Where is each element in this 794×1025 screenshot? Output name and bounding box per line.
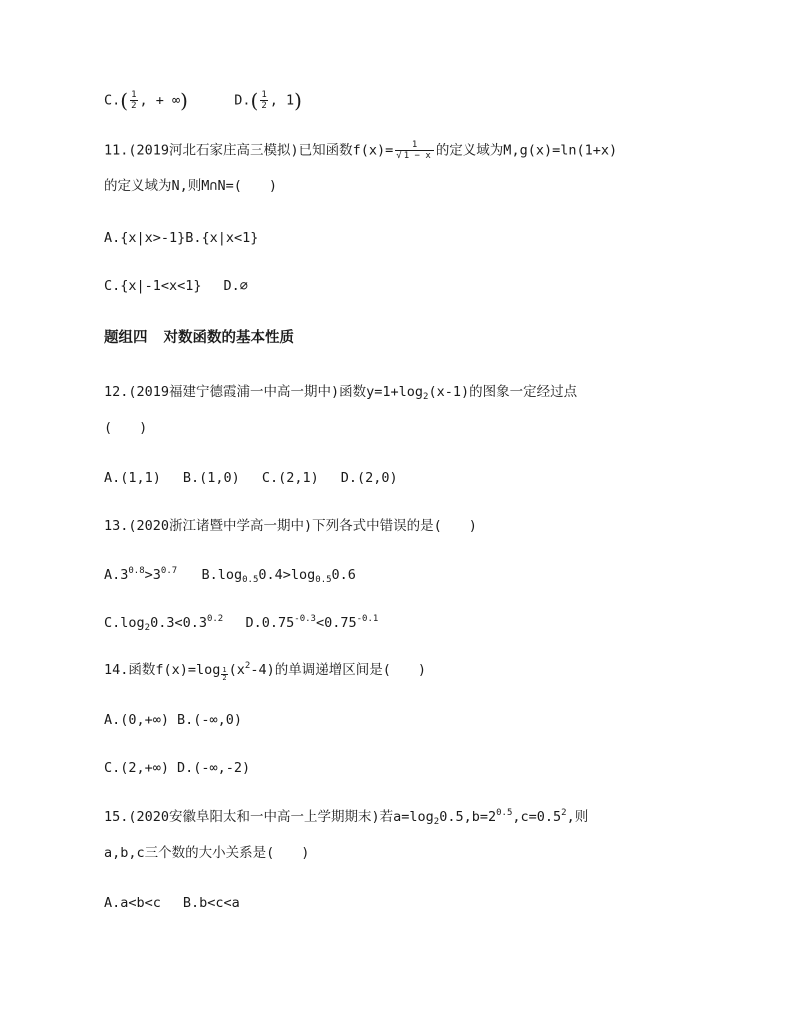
section-heading-label: 题组四 [104,330,148,346]
q11-prefix: 11.(2019河北石家庄高三模拟)已知函数f(x)= [104,142,394,159]
q11-option-d: D.∅ [223,278,248,294]
q12-stem-line1: 12.(2019福建宁德霞浦一中高一期中)函数$y=1+\log_2(x-1)$的图象一定经过点 [104,384,578,402]
q11-option-a: A.{x|x>-1} [104,230,186,246]
q13-option-d: $D.0.75^{-0.3}<0.75^{-0.1}$ [245,614,379,631]
q13-stem: 13.(2020浙江诸暨中学高一期中)下列各式中错误的是( ) [104,518,477,534]
q15-option-a: A.a<b<c [104,895,161,911]
q14-stem: 14.函数f(x)=log $\frac{1}{2}$ $(x^2-4)$的单调递增区间是( ) [104,661,426,682]
q13-option-a: $A.3^{0.8}>3^{0.7}$ [104,566,178,583]
q13-options-ab [104,565,734,585]
q11-option-b: B.{x|x<1} [185,230,259,246]
q12-stem-line2: ( ) [104,420,148,436]
section-heading [104,328,734,348]
q12-options [104,468,734,488]
q10-options: C.( $\frac{1}{2}$ , + ∞) D.( $\frac{1}{2}$ , 1) [104,88,302,113]
q14-option-c: C.(2,+∞) [104,760,170,776]
q12-option-c: C.(2,1) [261,470,319,486]
q14-option-a: A.(0,+∞) [104,712,170,728]
q11-option-c: C.{x|-1<x<1} [104,278,202,294]
section-heading-title: 对数函数的基本性质 [163,330,294,346]
q11-stem-line1 [104,140,734,161]
q14-option-d: D.(-∞,-2) [177,760,251,776]
q11-options-cd [104,276,734,296]
q13-option-b: $B.\log_{0.5}0.4>\log_{0.5}0.6$ [201,567,356,585]
q15-options [104,893,734,913]
q14-log-base-fraction: $\frac{1}{2}$ [222,666,227,682]
q10-option-d-label: D. [234,92,251,109]
q11-suffix: 的定义域为M,g(x)=ln(1+x) [435,142,618,159]
q15-stem-line1: 15.(2020安徽阜阳太和一中高一上学期期末)若$a=\log_20.5,b=2^{0.5},c=0.5^2$,则 [104,808,589,827]
q13-option-c: $C.\log_20.3<0.3^{0.2}$ [104,614,224,633]
q12-option-b: B.(1,0) [182,470,240,486]
q11-options-ab [104,228,734,248]
q14-option-b: B.(-∞,0) [177,712,243,728]
q14-options-cd [104,758,734,778]
q11-fraction: $\frac{1}{√ 1 - x}$ [395,140,434,161]
q10-option-d-fraction: $\frac{1}{2}$ [261,90,267,111]
q10-option-c-fraction: $\frac{1}{2}$ [131,90,137,111]
q14-options-ab [104,710,734,730]
q12-option-a: A.(1,1) [104,470,161,486]
q15-stem-line2: a,b,c三个数的大小关系是( ) [104,845,310,861]
q10-option-c-rest: , + ∞ [139,92,181,109]
q10-option-d-rest: , 1 [269,92,295,109]
q11-stem-line2: 的定义域为N,则M∩N=( ) [104,178,278,194]
q12-option-d: D.(2,0) [340,470,398,486]
q15-option-b: B.b<c<a [182,895,240,911]
q13-options-cd [104,613,734,633]
q10-option-c-label: C. [104,92,121,109]
